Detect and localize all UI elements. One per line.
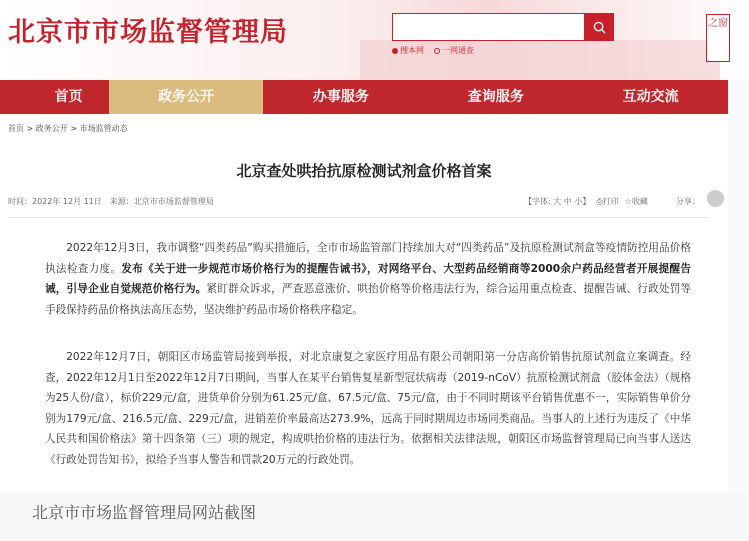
breadcrumb[interactable]: 首页 > 政务公开 > 市场监管动态 (8, 124, 128, 133)
site-logo[interactable]: 北京市市场监督管理局 (8, 17, 288, 48)
page-margin (728, 80, 749, 541)
article-meta: 时间：2022年 12月 11日 来源：北京市市场监督管理局 (8, 197, 214, 206)
nav-gov-affairs[interactable]: 政务公开 (109, 80, 264, 114)
radio-site[interactable]: 搜本网 (392, 45, 424, 56)
share-label: 分享： (675, 197, 700, 206)
divider (8, 217, 708, 218)
print-button[interactable]: ⎙打印 (596, 197, 619, 206)
beijing-window-badge[interactable]: 之窗 (706, 14, 730, 62)
nav-interaction[interactable]: 互动交流 (622, 89, 679, 105)
main-nav (0, 80, 728, 114)
favorite-button[interactable]: ☆收藏 (624, 197, 648, 206)
article-paragraph-1: 2022年12月3日，我市调整“四类药品”购买措施后，全市市场监管部门持续加大对“四类药品”及抗原检测试剂盒等疫情防控用品价格执法检查力度。发布《关于进一步规范市场价格行为的提醒告诫书》，对网络平台、大型药品经销商等2000余户药品经营者开展提醒告诫，引导企业自觉规范价格行为。紧盯群众诉求，严查恶意涨价、哄抬价格等价格违法行为，综合运用重点检查、提醒告诫、行政处罚等手段保持药品价格执法高压态势，坚决维护药品市场价格秩序稳定。 (45, 242, 692, 316)
nav-home[interactable]: 首页 (54, 89, 83, 105)
wechat-share-icon[interactable] (707, 190, 724, 207)
article-tools (524, 196, 700, 207)
search-scope (392, 45, 474, 56)
search-input[interactable] (393, 14, 583, 40)
article-title: 北京查处哄抬抗原检测试剂盒价格首案 (236, 162, 492, 180)
nav-services[interactable]: 办事服务 (312, 89, 369, 105)
search-box (392, 13, 614, 41)
search-button[interactable] (584, 13, 614, 41)
radio-all[interactable]: 一网通查 (434, 45, 474, 56)
image-caption: 北京市市场监督管理局网站截图 (32, 503, 257, 522)
nav-query[interactable]: 查询服务 (467, 89, 524, 105)
font-size-control[interactable]: 【字体: 大 中 小】 (524, 197, 591, 206)
site-header (0, 0, 749, 80)
printer-icon: ⎙ (596, 197, 603, 206)
article-paragraph-2: 2022年12月7日，朝阳区市场监管局接到举报，对北京康复之家医疗用品有限公司朝阳第一分店高价销售抗原试剂盒立案调查。经查，2022年12月1日至2022年12月7日期间，当事人在某平台销售复星新型冠状病毒（2019-nCoV）抗原检测试剂盒（胶体金法）（规格为25人份/盒），标价229元/盒，进货单价分别为61.25元/盒、67.5元/盒、75元/盒，由于不同时期该平台销售优惠不一，实际销售单价分别为179元/盒、216.5元/盒、229元/盒，进销差价率最高达273.9%，远高于同时期周边市场同类商品。当事人的上述行为违反了《中华人民共和国价格法》第十四条第（三）项的规定，构成哄抬价格的违法行为。依据相关法律法规，朝阳区市场监督管理局已向当事人送达《行政处罚告知书》，拟给予当事人警告和罚款20万元的行政处罚。 (45, 351, 691, 466)
star-icon: ☆ (624, 197, 632, 206)
search-icon (593, 21, 606, 34)
